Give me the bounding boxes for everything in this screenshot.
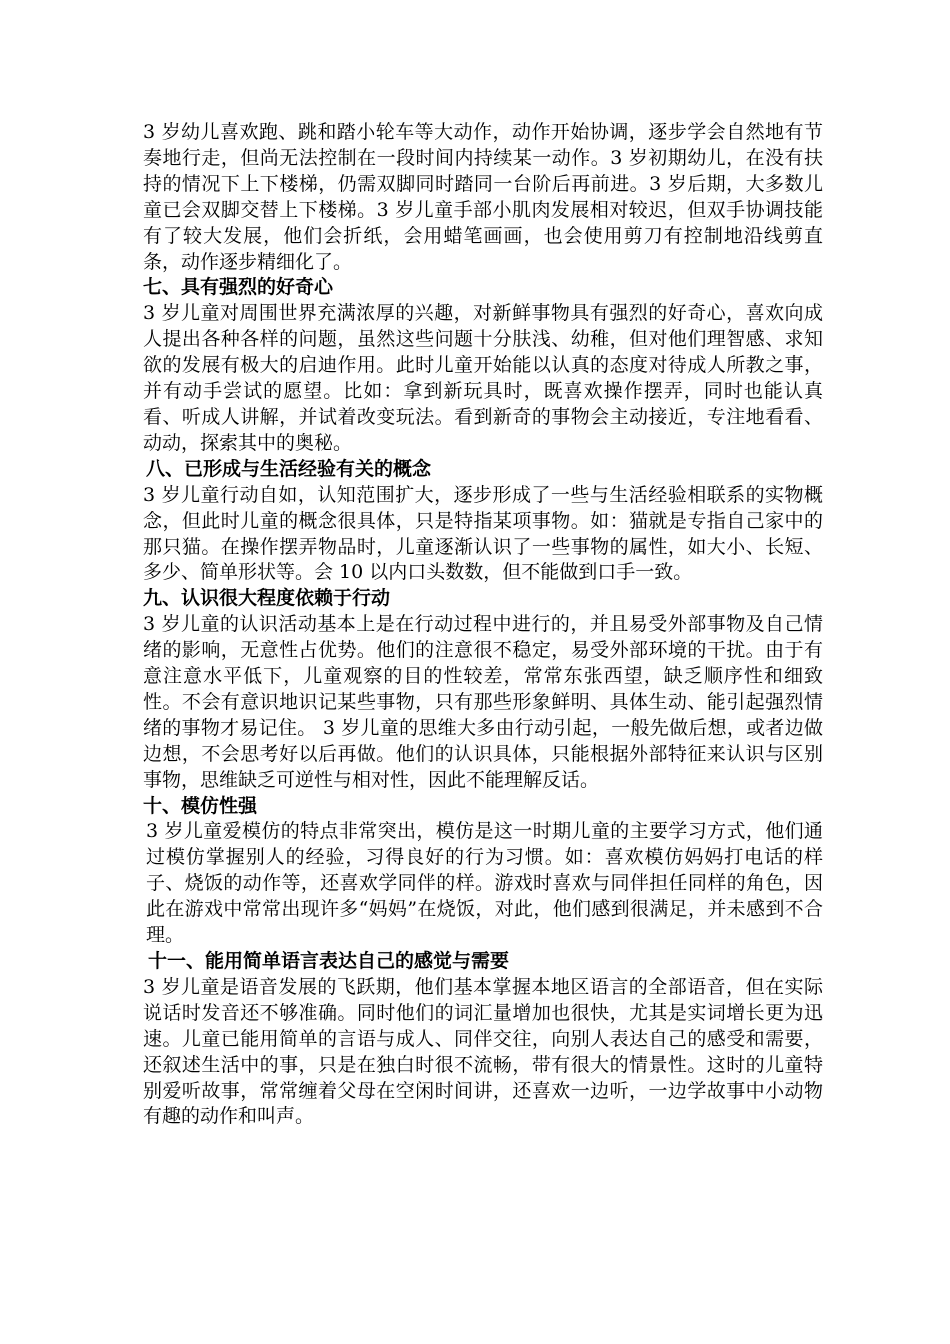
paragraph-cognition: 3 岁儿童的认识活动基本上是在行动过程中进行的，并且易受外部事物及自己情绪的影响，无意性占优势。他们的注意很不稳定，易受外部环境的干扰。由于有意注意水平低下，儿童观察的目的性较差，常常东张西望，缺乏顺序性和细致性。不会有意识地识记某些事物，只有那些形象鲜明、具体生动、能引起强烈情绪的事物才易记住。 3 岁儿童的思维大多由行动引起，一般先做后想，或者边做边想，不会思考好以后再做。他们的认识具体，只能根据外部特征来认识与区别事物，思维缺乏可逆性与相对性，因此不能理解反话。 [143,613,823,791]
heading-language: 十一、能用简单语言表达自己的感觉与需要 [148,950,510,972]
paragraph-curiosity: 3 岁儿童对周围世界充满浓厚的兴趣，对新鲜事物具有强烈的好奇心，喜欢向成人提出各种各样的问题，虽然这些问题十分肤浅、幼稚，但对他们理智感、求知欲的发展有极大的启迪作用。此时儿童开始能以认真的态度对待成人所教之事，并有动手尝试的愿望。比如：拿到新玩具时，既喜欢操作摆弄，同时也能认真看、听成人讲解，并试着改变玩法。看到新奇的事物会主动接近，专注地看看、动动，探索其中的奥秘。 [143,302,823,454]
document-body [143,120,823,1130]
heading-concepts: 八、已形成与生活经验有关的概念 [146,457,432,480]
heading-curiosity: 七、具有强烈的好奇心 [143,276,334,299]
heading-cognition: 九、认识很大程度依赖于行动 [143,587,391,610]
paragraph-motor-skills: 3 岁幼儿喜欢跑、跳和踏小轮车等大动作，动作开始协调，逐步学会自然地有节奏地行走，但尚无法控制在一段时间内持续某一动作。3 岁初期幼儿，在没有扶持的情况下上下楼梯，仍需双脚同时踏同一台阶后再前进。3 岁后期，大多数儿童已会双脚交替上下楼梯。3 岁儿童手部小肌肉发展相对较迟，但双手协调技能有了较大发展，他们会折纸，会用蜡笔画画，也会使用剪刀有控制地沿线剪直条，动作逐步精细化了。 [143,121,823,273]
paragraph-imitation: 3 岁儿童爱模仿的特点非常突出，模仿是这一时期儿童的主要学习方式，他们通过模仿掌握别人的经验，习得良好的行为习惯。如：喜欢模仿妈妈打电话的样子、烧饭的动作等，还喜欢学同伴的样。游戏时喜欢与同伴担任同样的角色，因此在游戏中常常出现许多“妈妈”在烧饭，对此，他们感到很满足，并未感到不合理。 [146,820,823,947]
heading-imitation: 十、模仿性强 [143,794,258,817]
paragraph-concepts: 3 岁儿童行动自如，认知范围扩大，逐步形成了一些与生活经验相联系的实物概念，但此时儿童的概念很具体，只是特指某项事物。如：猫就是专指自己家中的那只猫。在操作摆弄物品时，儿童逐渐认识了一些事物的属性，如大小、长短、多少、简单形状等。会 10 以内口头数数，但不能做到口手一致。 [143,483,823,584]
paragraph-language: 3 岁儿童是语音发展的飞跃期，他们基本掌握本地区语言的全部语音，但在实际说话时发音还不够准确。同时他们的词汇量增加也很快，尤其是实词增长更为迅速。儿童已能用简单的言语与成人、同伴交往，向别人表达自己的感受和需要，还叙述生活中的事，只是在独白时很不流畅，带有很大的情景性。这时的儿童特别爱听故事，常常缠着父母在空闲时间讲，还喜欢一边听，一边学故事中小动物有趣的动作和叫声。 [143,975,823,1128]
